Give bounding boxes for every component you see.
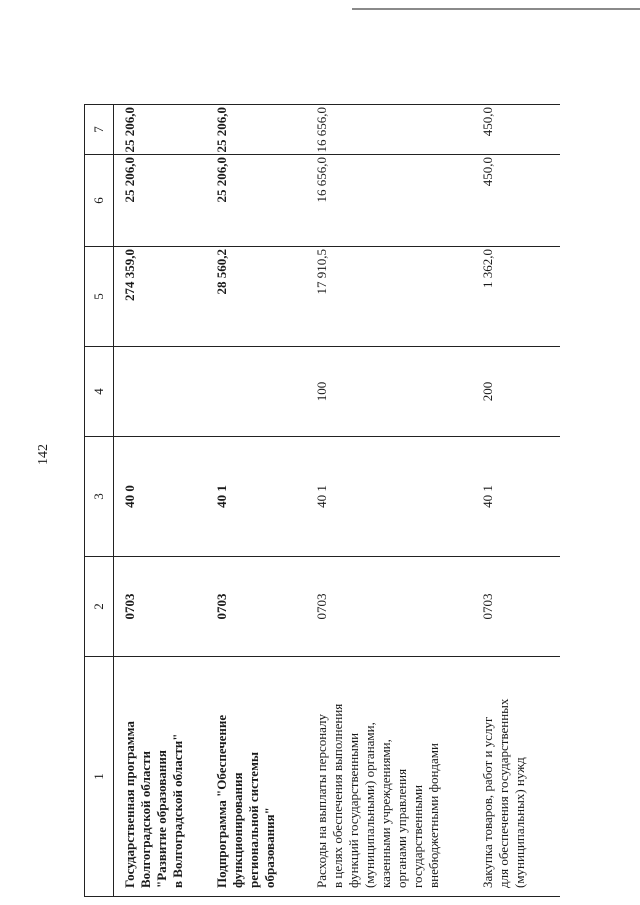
row-description-text: Государственная программа Волгоградской области "Развитие образования в Волгоградской области" (122, 721, 185, 888)
amount-col-5: 17 910,5 (306, 247, 472, 347)
table-row (306, 105, 472, 897)
amount-col-7: 25 206,0 (206, 105, 306, 155)
row-description (114, 657, 207, 897)
section-code: 0703 (114, 557, 207, 657)
row-description (206, 657, 306, 897)
column-header-6: 6 (85, 155, 114, 247)
amount-col-5: 274 359,0 (114, 247, 207, 347)
table-row (114, 105, 207, 897)
program-code: 40 1 (206, 437, 306, 557)
section-code: 0703 (206, 557, 306, 657)
program-code: 40 1 (472, 437, 560, 557)
amount-col-5: 28 560,2 (206, 247, 306, 347)
page-number: 142 (36, 444, 51, 465)
column-header-3: 3 (85, 437, 114, 557)
row-description-text: Расходы на выплаты персоналу в целях обеспечения выполнения функций государственными (муниципальными) органами, казенными учреждениями, органами управления государственными внебюджетными фондами (314, 703, 441, 888)
program-code: 40 0 (114, 437, 207, 557)
row-description-text: Закупка товаров, работ и услуг для обеспечения государственных (муниципальных) нужд (480, 698, 527, 888)
column-header-4: 4 (85, 347, 114, 437)
budget-table-wrapper (84, 104, 560, 897)
expense-type (114, 347, 207, 437)
column-header-7: 7 (85, 105, 114, 155)
table-header-row (85, 105, 114, 897)
amount-col-5: 1 362,0 (472, 247, 560, 347)
amount-col-7: 16 656,0 (306, 105, 472, 155)
row-description (472, 657, 560, 897)
amount-col-6: 25 206,0 (114, 155, 207, 247)
column-header-2: 2 (85, 557, 114, 657)
row-description-text: Подпрограмма "Обеспечение функционирования региональной системы образования" (214, 714, 277, 888)
program-code: 40 1 (306, 437, 472, 557)
section-code: 0703 (306, 557, 472, 657)
expense-type: 100 (306, 347, 472, 437)
row-description (306, 657, 472, 897)
expense-type: 200 (472, 347, 560, 437)
expense-type (206, 347, 306, 437)
amount-col-7: 25 206,0 (114, 105, 207, 155)
amount-col-7: 450,0 (472, 105, 560, 155)
table-row (472, 105, 560, 897)
budget-table (84, 104, 560, 897)
amount-col-6: 25 206,0 (206, 155, 306, 247)
section-code: 0703 (472, 557, 560, 657)
top-edge-rule (352, 8, 640, 10)
amount-col-6: 450,0 (472, 155, 560, 247)
table-row (206, 105, 306, 897)
amount-col-6: 16 656,0 (306, 155, 472, 247)
rotated-page (0, 65, 640, 905)
column-header-1: 1 (85, 657, 114, 897)
column-header-5: 5 (85, 247, 114, 347)
